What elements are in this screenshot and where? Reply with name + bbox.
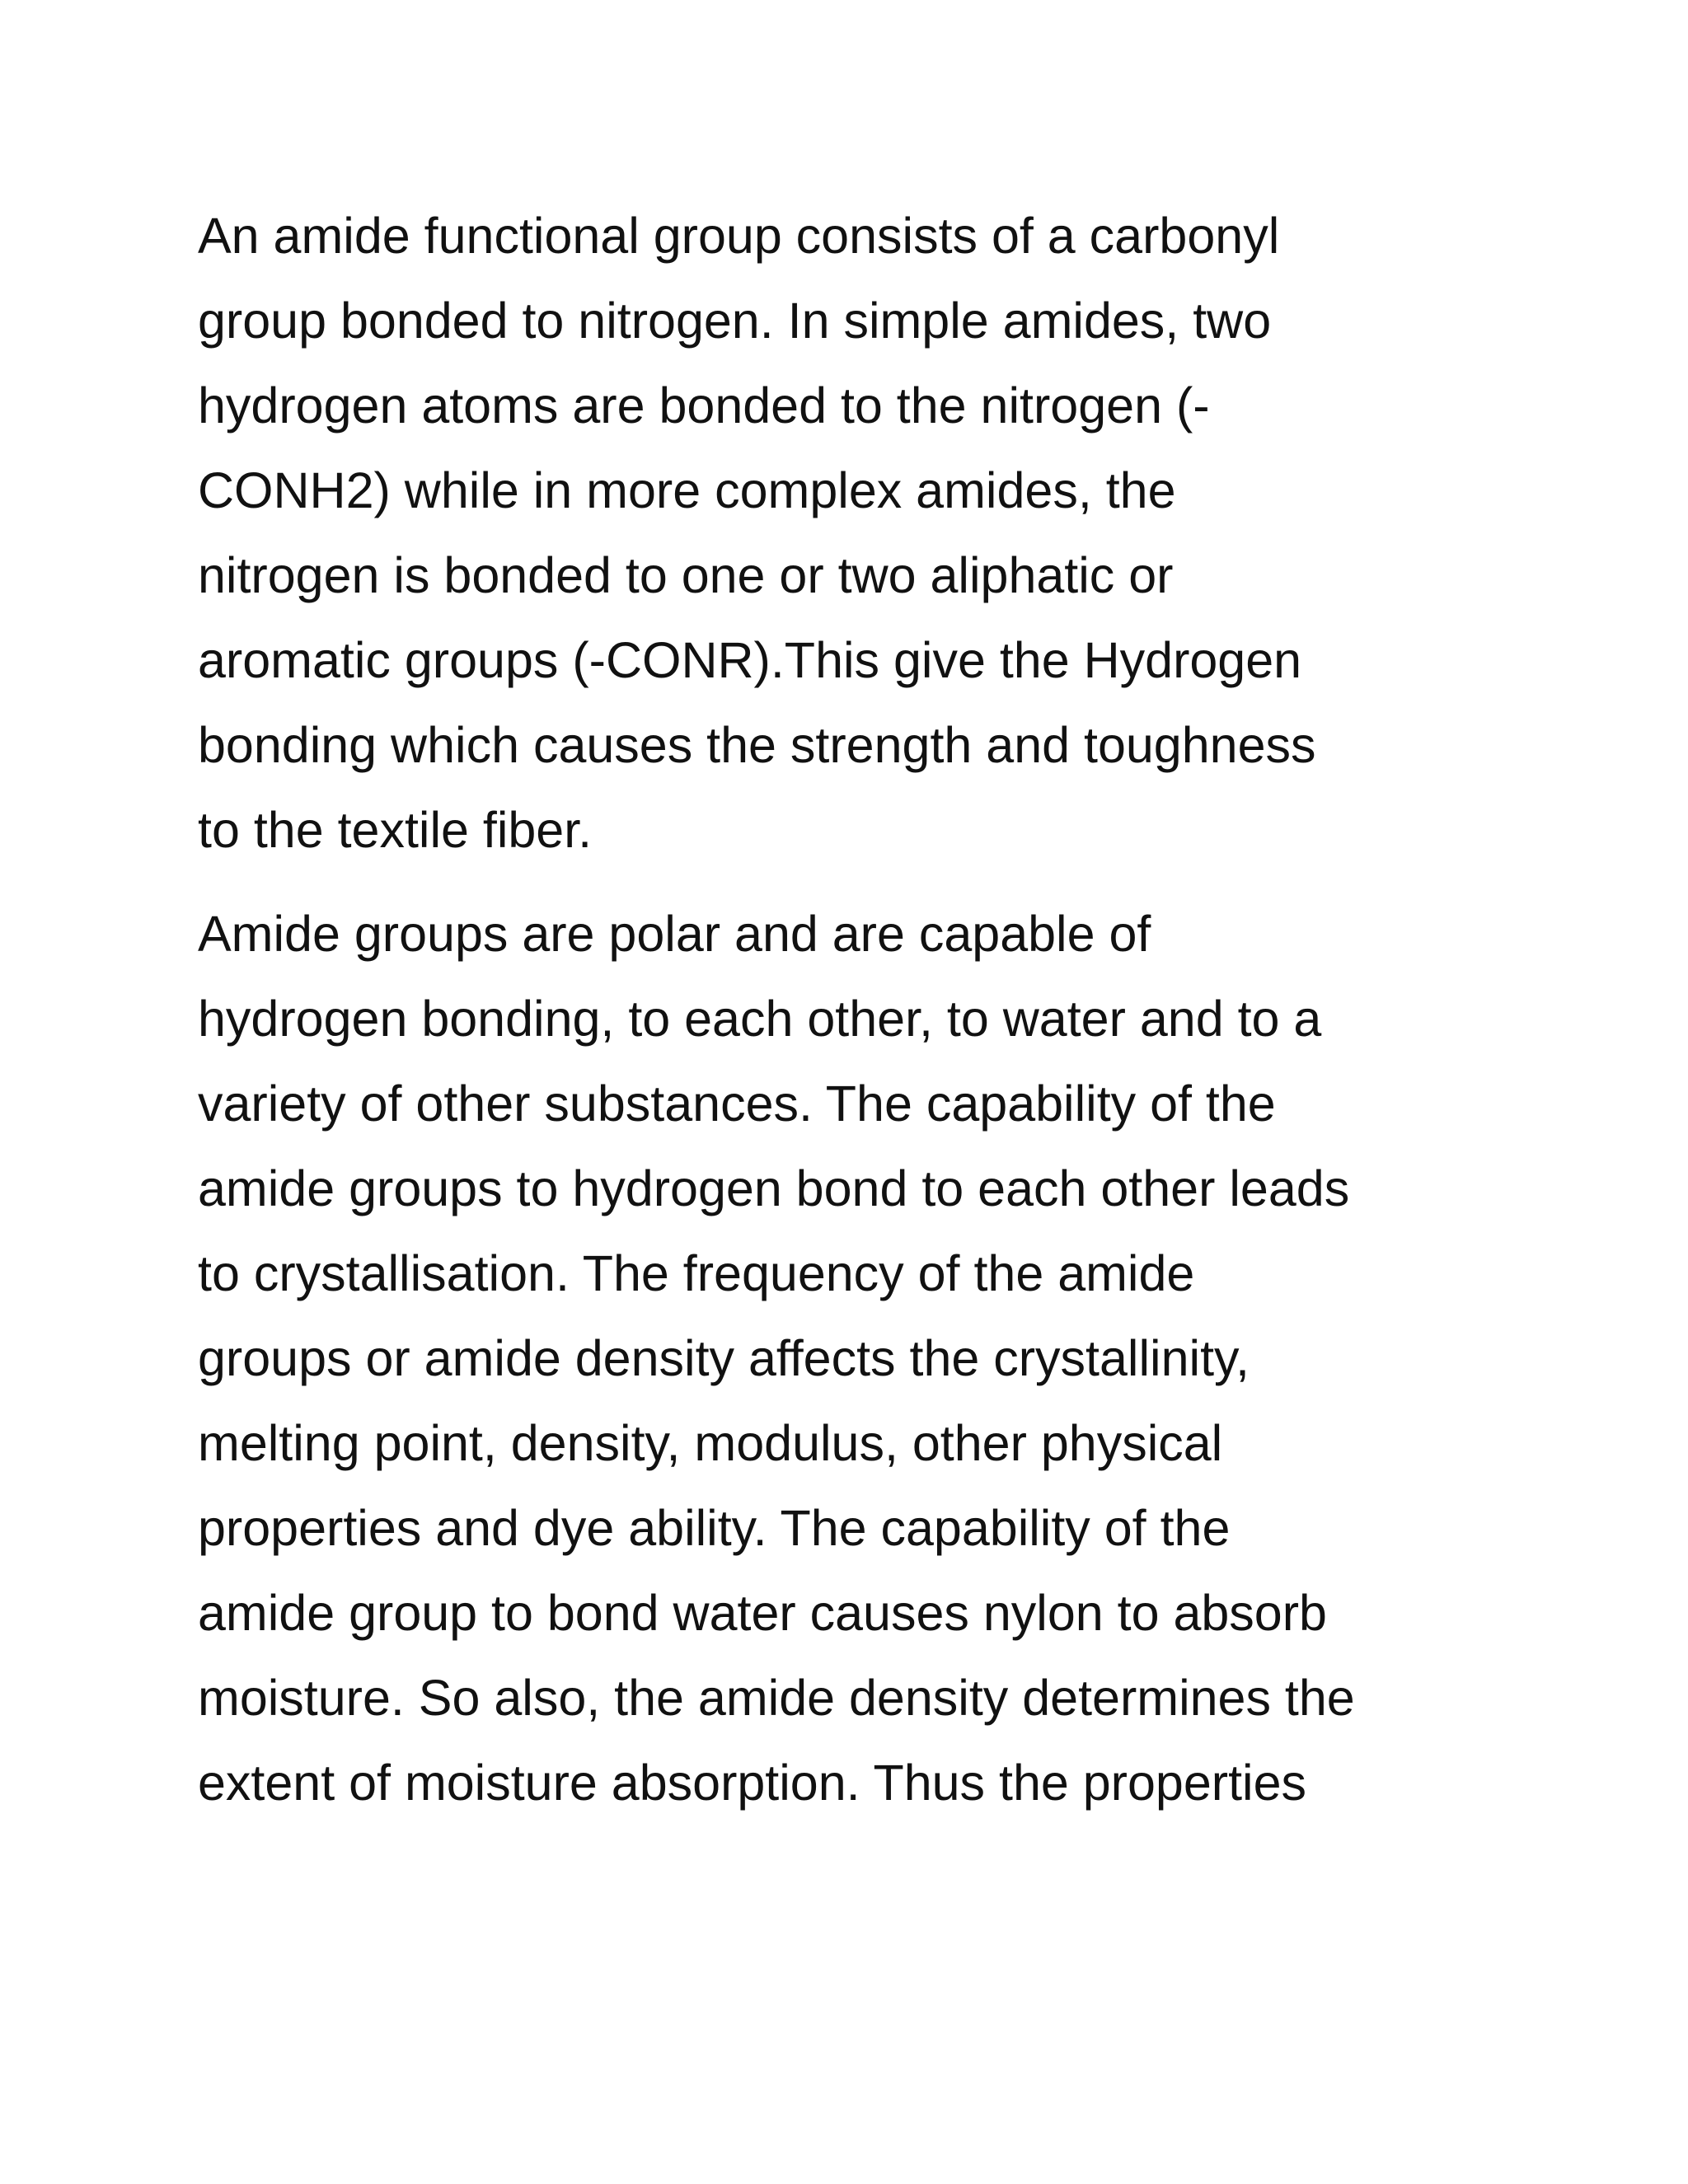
text-line: to the textile fiber.: [198, 802, 593, 858]
text-line: extent of moisture absorption. Thus the properties: [198, 1755, 1307, 1811]
text-line: melting point, density, modulus, other physical: [198, 1415, 1223, 1471]
text-line: hydrogen atoms are bonded to the nitrogen (-: [198, 377, 1210, 434]
paragraph-amide-groups-polarity: [198, 892, 1500, 1825]
text-line: An amide functional group consists of a carbonyl: [198, 208, 1280, 264]
text-line: nitrogen is bonded to one or two aliphatic or: [198, 547, 1174, 603]
paragraph-amide-functional-group: [198, 194, 1500, 873]
text-line: aromatic groups (-CONR).This give the Hydrogen: [198, 632, 1302, 688]
text-line: properties and dye ability. The capability of the: [198, 1500, 1231, 1556]
text-line: to crystallisation. The frequency of the amide: [198, 1245, 1195, 1301]
text-line: CONH2) while in more complex amides, the: [198, 462, 1176, 518]
text-line: Amide groups are polar and are capable of: [198, 906, 1151, 962]
text-line: bonding which causes the strength and toughness: [198, 717, 1316, 773]
text-line: groups or amide density affects the crystallinity,: [198, 1330, 1250, 1386]
text-line: variety of other substances. The capability of the: [198, 1076, 1276, 1132]
text-line: amide group to bond water causes nylon to absorb: [198, 1585, 1327, 1641]
text-line: hydrogen bonding, to each other, to water and to a: [198, 991, 1322, 1047]
text-line: moisture. So also, the amide density determines the: [198, 1670, 1355, 1726]
text-line: group bonded to nitrogen. In simple amides, two: [198, 293, 1272, 349]
text-line: amide groups to hydrogen bond to each other leads: [198, 1160, 1350, 1216]
